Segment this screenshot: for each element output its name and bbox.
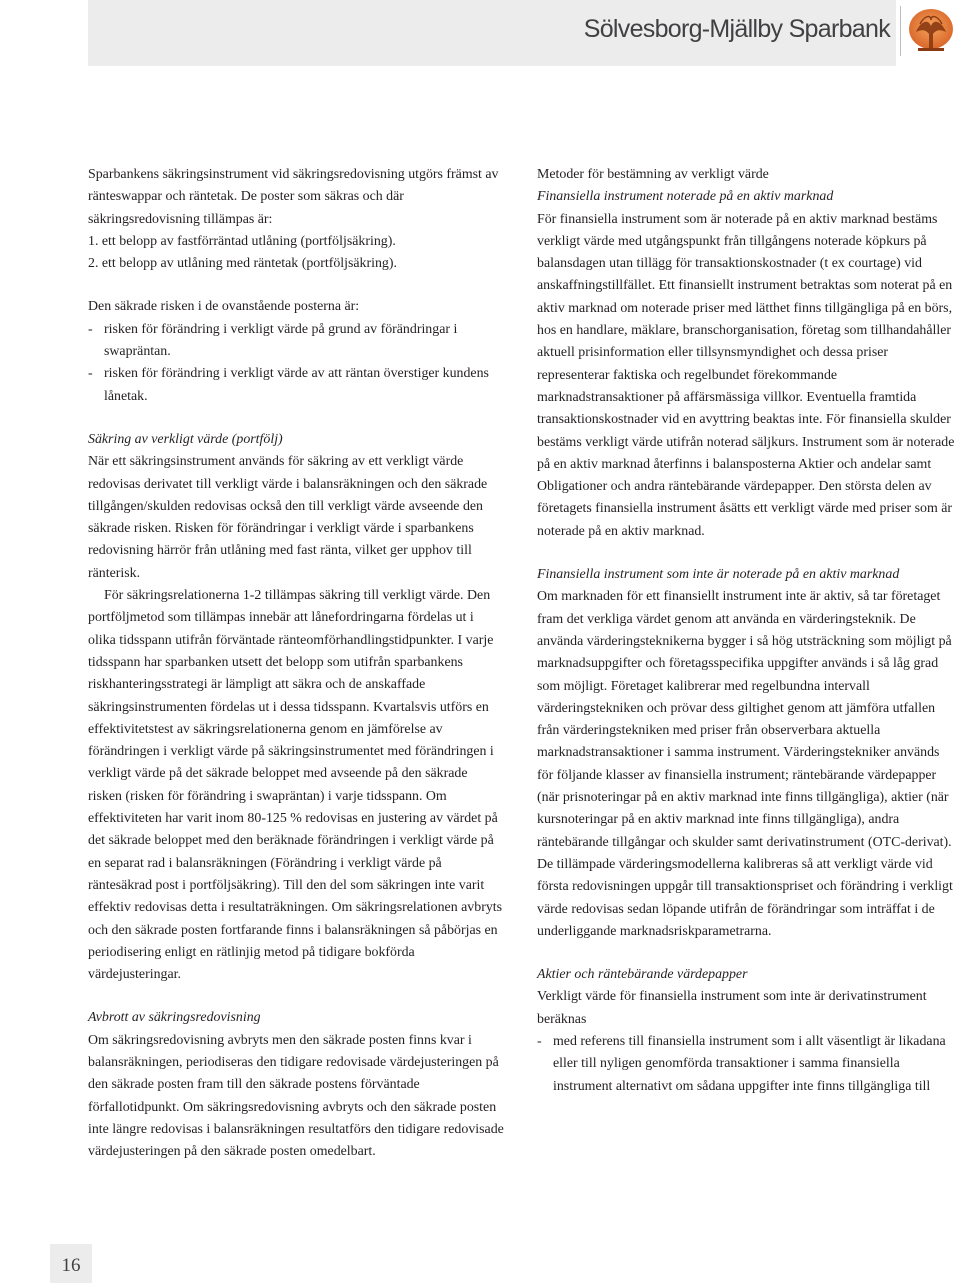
section-heading-fair-value-methods: Metoder för bestämning av verkligt värde bbox=[537, 167, 769, 182]
subheading-quoted-instruments: Finansiella instrument noterade på en aktiv marknad bbox=[537, 189, 834, 205]
section-heading-hedge-discontinuation: Avbrott av säkringsredovisning bbox=[88, 1010, 261, 1026]
hedge-discontinuation-paragraph: Om säkringsredovisning avbryts men den säkrade posten finns kvar i balansräkningen, periodiseras den tidigare redovisade värdejusteringen på den säkrade posten fram till den säkrade postens förväntade förfallotidpunkt. Om säkringsredovisning avbryts och den säkrade posten inte längre redovisas i balansräkningen resultatförs den tidigare redovisade värdejusteringen på den säkrade posten omedelbart. bbox=[88, 1032, 504, 1160]
section-heading-fair-value-hedge: Säkring av verkligt värde (portfölj) bbox=[88, 431, 283, 447]
left-column bbox=[88, 164, 504, 1163]
shares-securities-paragraph: Verkligt värde för finansiella instrument som inte är derivatinstrument beräknas bbox=[537, 989, 927, 1027]
subheading-shares-securities: Aktier och räntebärande värdepapper bbox=[537, 967, 748, 983]
page-number: 16 bbox=[61, 1255, 81, 1276]
right-column bbox=[537, 164, 959, 1098]
subheading-unquoted-instruments: Finansiella instrument som inte är noterade på en aktiv marknad bbox=[537, 567, 900, 583]
fair-value-hedge-paragraph: När ett säkringsinstrument används för säkring av ett verkligt värde redovisas derivatet till verkligt värde i balansräkningen och den säkrade tillgången/skulden redovisas också den till verkligt värde avseende den säkrade risken. Risken för förändringar i verkligt värde i sparbankens redovisning härrör från utlåning med fast ränta, vilket ger upphov till ränterisk. bbox=[88, 454, 488, 581]
hedged-risk-list bbox=[88, 319, 504, 408]
header-divider bbox=[900, 6, 901, 56]
list-item: - risken för förändring i verkligt värde på grund av förändringar i swapräntan. bbox=[88, 319, 504, 364]
intro-paragraph: Sparbankens säkringsinstrument vid säkringsredovisning utgörs främst av ränteswappar och räntetak. De poster som säkras och där säkringsredovisning tillämpas är: bbox=[88, 167, 499, 227]
quoted-instruments-paragraph: För finansiella instrument som är noterade på en aktiv marknad bestäms verkligt värde med utgångspunkt från tillgångens noterade köpkurs på balansdagen utan tillägg för transaktionskostnader (t ex courtage) vid anskaffningstillfället. Ett finansiellt instrument betraktas som noterat på en aktiv marknad om noterade priser med lätthet finns tillgängliga på en börs, hos en handlare, mäklare, branschorganisation, företag som tillhandahåller aktuell prisinformation eller tillsynsmyndighet och dessa priser representerar faktiska och regelbundet förekommande marknadstransaktioner på affärsmässiga villkor. Eventuella framtida transaktionskostnader vid en avyttring beaktas inte. För finansiella skulder bestäms verkligt värde utifrån noterad säljkurs. Instrument som är noterade på en aktiv marknad återfinns i balansposterna Aktier och andelar samt Obligationer och andra räntebärande värdepapper. Den största delen av företagets finansiella instrument åsätts ett verkligt värde med priser som är noterade på en aktiv marknad. bbox=[537, 211, 955, 539]
portfolio-method-paragraph: För säkringsrelationerna 1-2 tillämpas säkring till verkligt värde. Den portföljmetod som tillämpas innebär att lånefordringarna fördelas ut i olika tidsspann utifrån förväntade ränteomförhandlingstidpunkter. I varje tidsspann har sparbanken utsett det belopp som utifrån sparbankens riskhanteringsstrategi är lämpligt att säkra och de anskaffade säkringsinstrumenten fördelas ut i dessa tidsspann. Kvartalsvis utförs en effektivitetstest av säkringsrelationerna genom en jämförelse av förändringen i verkligt värde på säkringsinstrumentet med förändringen i verkligt värde på det säkrade beloppet med avseende på den säkrade risken (risken för förändring i swapräntan) i varje tidsspann. Om effektiviteten har varit inom 80-125 % redovisas en justering av värdet på det säkrade beloppet med den beräknade förändringen i verkligt värde på en separat rad i balansräkningen (Förändring i verkligt värde på räntesäkrad post i portföljsäkring). Till den del som säkringen inte varit effektiv redovisas detta i resultaträkningen. Om säkringsrelationen avbryts och den säkrade posten fortfarande finns i balansräkningen så påbörjas en periodisering enligt en rätlinjig metod på tidigare bokförda värdejusteringar. bbox=[88, 588, 503, 983]
list-item: - risken för förändring i verkligt värde av att räntan överstiger kundens lånetak. bbox=[88, 363, 504, 408]
valuation-technique-paragraph: Om marknaden för ett finansiellt instrument inte är aktiv, så tar företaget fram det verkliga värdet genom att använda en värderingsteknik. De använda värderingsteknikerna bygger i så hög utsträckning som möjligt på marknadsuppgifter och företagsspecifika uppgifter används i så låg grad som möjligt. Företaget kalibrerar med regelbundna intervall värderingstekniken och prövar dess giltighet genom att jämföra utfallen från värderingstekniken med priser från observerbara aktuella marknadstransaktioner i samma instrument. Värderingstekniker används för följande klasser av finansiella instrument; räntebärande värdepapper (när prisnoteringar på en aktiv marknad inte finns tillgängliga), aktier (när kursnoteringar på en aktiv marknad inte finns tillgängliga), andra räntebärande tillgångar och skulder samt derivatinstrument (OTC-derivat). bbox=[537, 589, 952, 850]
tree-logo-icon bbox=[906, 4, 956, 58]
bank-name: Sölvesborg-Mjällby Sparbank bbox=[583, 15, 890, 43]
hedged-risk-paragraph: Den säkrade risken i de ovanstående posterna är: bbox=[88, 299, 360, 315]
hedged-item-2: 2. ett belopp av utlåning med räntetak (portföljsäkring). bbox=[88, 256, 397, 272]
list-item: - med referens till finansiella instrument som i allt väsentligt är likadana eller till nyligen genomförda transaktioner i samma finansiella instrument alternativt om sådana uppgifter inte finns tillgängliga till bbox=[537, 1031, 959, 1098]
hedged-item-1: 1. ett belopp av fastförräntad utlåning (portföljsäkring). bbox=[88, 233, 396, 249]
fair-value-basis-list bbox=[537, 1031, 959, 1098]
valuation-models-paragraph: De tillämpade värderingsmodellerna kalibreras så att verkligt värde vid första redovisningen uppgår till transaktionspriset och förändring i verkligt värde redovisas sedan löpande utifrån de förändringar som inträffat i de underliggande marknadsriskparametrarna. bbox=[537, 856, 953, 939]
